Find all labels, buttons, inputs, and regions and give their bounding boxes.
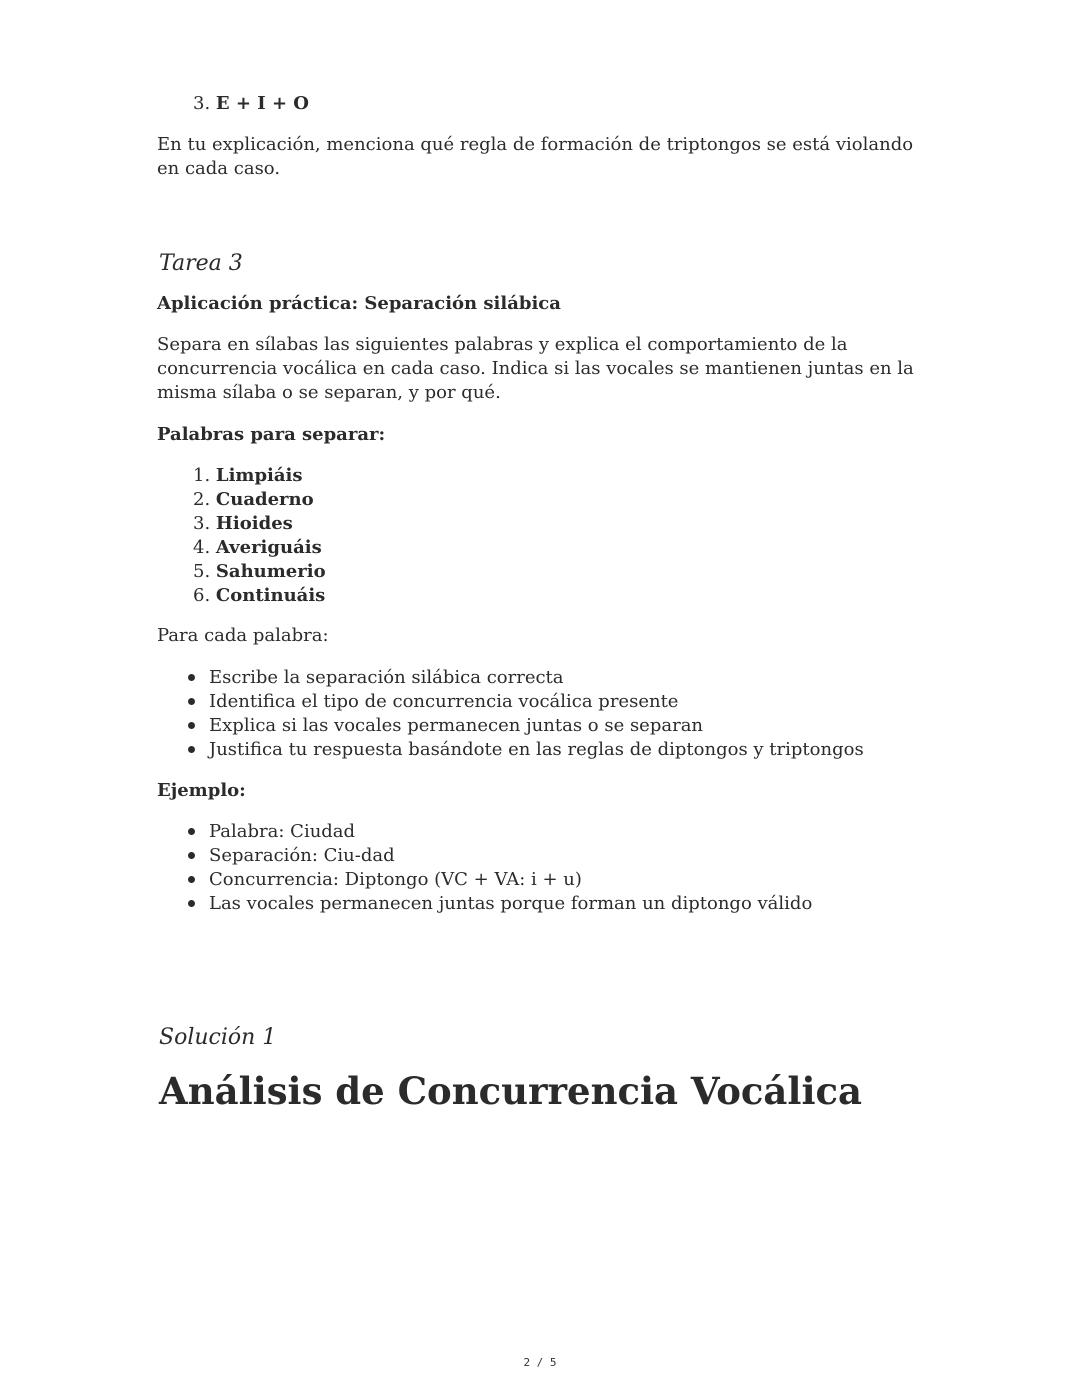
instruction-text: Identifica el tipo de concurrencia vocálica presente [209,691,679,712]
tarea2-note: En tu explicación, menciona qué regla de formación de triptongos se está violando en cada caso. [157,134,914,179]
instruction-item [209,666,564,690]
list-item [193,92,309,116]
list-text: E + I + O [215,93,309,114]
word-item [193,488,314,512]
word-number: 5. [193,561,211,582]
instruction-item [209,714,703,738]
bullet-icon [188,698,195,705]
word-text: Hioides [215,513,293,534]
word-number: 3. [193,513,211,534]
tarea3-heading: Tarea 3 [159,251,243,276]
example-item [209,892,812,916]
word-text: Averiguáis [215,537,322,558]
instruction-text: Escribe la separación silábica correcta [209,667,564,688]
words-label: Palabras para separar: [157,424,386,445]
word-number: 2. [193,489,211,510]
bullet-icon [188,876,195,883]
example-item [209,844,395,868]
bullet-icon [188,828,195,835]
instruction-item [209,738,864,762]
bullet-icon [188,722,195,729]
example-text: Palabra: Ciudad [209,821,356,842]
word-number: 6. [193,585,211,606]
example-item [209,868,582,892]
example-text: Separación: Ciu-dad [209,845,395,866]
word-number: 1. [193,465,211,486]
word-text: Continuáis [215,585,326,606]
word-item [193,464,303,488]
word-item [193,512,293,536]
example-label: Ejemplo: [157,780,246,801]
instruction-item [209,690,678,714]
word-text: Limpiáis [215,465,303,486]
example-text: Las vocales permanecen juntas porque forman un diptongo válido [209,893,813,914]
word-item [193,584,325,608]
word-text: Cuaderno [215,489,314,510]
example-text: Concurrencia: Diptongo (VC + VA: i + u) [209,869,582,890]
solucion-title: Análisis de Concurrencia Vocálica [159,1069,863,1113]
solucion-heading: Solución 1 [159,1025,277,1050]
bullet-icon [188,900,195,907]
instruction-text: Justifica tu respuesta basándote en las reglas de diptongos y triptongos [209,739,864,760]
page-number: 2 / 5 [523,1356,557,1369]
word-text: Sahumerio [215,561,326,582]
tarea3-intro: Separa en sílabas las siguientes palabras y explica el comportamiento de la concurrencia vocálica en cada caso. Indica si las vocales se mantienen juntas en la misma sílaba o se separan, y por qué. [157,334,914,403]
bullet-icon [188,746,195,753]
word-item [193,536,322,560]
per-word-label: Para cada palabra: [157,625,329,646]
list-number: 3. [193,93,211,114]
word-item [193,560,326,584]
bullet-icon [188,674,195,681]
bullet-icon [188,852,195,859]
example-item [209,820,355,844]
instruction-text: Explica si las vocales permanecen juntas o se separan [209,715,704,736]
word-number: 4. [193,537,211,558]
tarea3-subtitle: Aplicación práctica: Separación silábica [157,293,561,314]
